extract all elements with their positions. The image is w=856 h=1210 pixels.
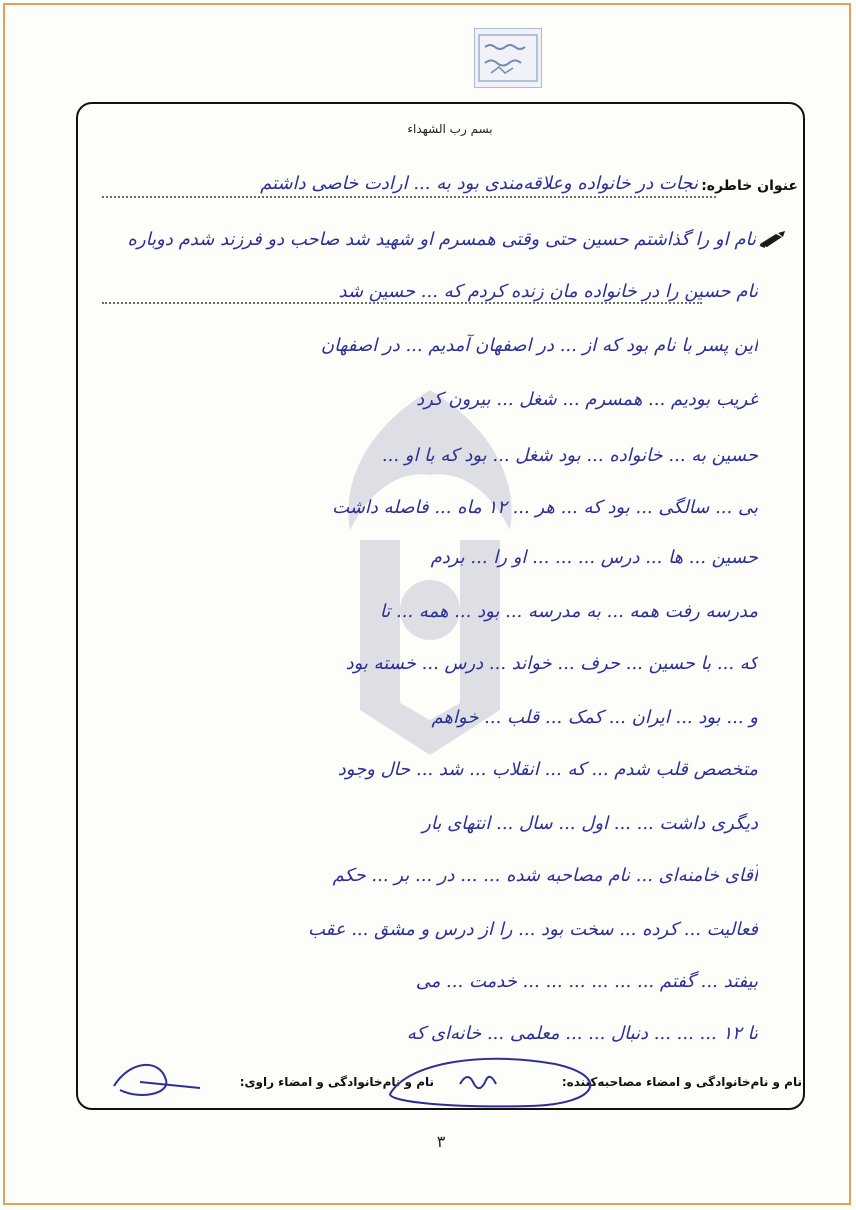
title-line bbox=[102, 196, 716, 198]
document-heading: بسم رب الشهداء bbox=[407, 122, 493, 136]
interviewer-signature-label: نام و نام‌خانوادگی و امضاء مصاحبه‌کننده: bbox=[561, 1075, 802, 1089]
handwritten-line: آقای خامنه‌ای ... نام مصاحبه شده ... ... در ... بر ... حکم bbox=[332, 865, 758, 886]
handwritten-line: مدرسه رفت همه ... به مدرسه ... بود ... همه ... تا bbox=[379, 601, 758, 622]
handwritten-line: بیفتد ... گفتم ... ... ... ... ... ... خدمت ... می bbox=[415, 971, 758, 992]
page-number: ۳ bbox=[436, 1132, 446, 1151]
handwritten-line: بی‌ ... سالگی ... بود که ... هر ... ۱۲ ماه ... فاصله داشت bbox=[332, 497, 758, 518]
memoir-title-value: نجات در خانواده وعلاقه‌مندی بود به ... ارادت خاصی داشتم bbox=[260, 173, 698, 194]
handwritten-line: که ... با حسین ... حرف ... خواند ... درس ... خسته بود bbox=[345, 653, 758, 674]
handwritten-line: حسین به ... خانواده ... بود شغل ... بود که با او ... bbox=[381, 445, 758, 466]
handwritten-line: و ... بود ... ایران ... کمک ... قلب ... خواهم bbox=[431, 707, 758, 728]
handwritten-line: نام حسین را در خانواده مان زنده کردم که ... حسین شد bbox=[338, 281, 758, 302]
handwritten-line: فعالیت ... کرده ... سخت بود ... را از درس و مشق ... عقب bbox=[307, 919, 758, 940]
handwritten-signature bbox=[100, 1040, 640, 1110]
narrator-signature-label: نام و نام‌خانوادگی و امضاء راوی: bbox=[239, 1075, 434, 1089]
handwritten-line: تا ۱۲ ... ... ... دنبال ... ... معلمی ... خانه‌ای که bbox=[406, 1023, 758, 1044]
handwritten-line: این پسر با نام بود که از ... در اصفهان آمدیم ... در اصفهان bbox=[320, 335, 758, 356]
archive-stamp bbox=[474, 28, 542, 88]
handwritten-line: نام او را گذاشتم حسین حتی وقتی همسرم او شهید شد صاحب دو فرزند شدم دوباره bbox=[127, 229, 756, 250]
handwritten-line: دیگری داشت ... ... اول ... سال ... انتهای بار bbox=[422, 813, 758, 834]
handwritten-line: حسین ... ها ... درس ... ... ... او را ... بردم bbox=[430, 547, 758, 568]
watermark-emblem bbox=[300, 380, 560, 760]
ruled-line bbox=[102, 302, 702, 304]
pen-icon bbox=[758, 230, 788, 248]
handwritten-line: متخصص قلب شدم ... که ... انقلاب ... شد ... حال وجود bbox=[337, 759, 758, 780]
memoir-title-label: عنوان خاطره: bbox=[701, 178, 798, 194]
handwritten-line: غریب بودیم ... همسرم ... شغل ... بیرون کرد bbox=[416, 389, 758, 410]
